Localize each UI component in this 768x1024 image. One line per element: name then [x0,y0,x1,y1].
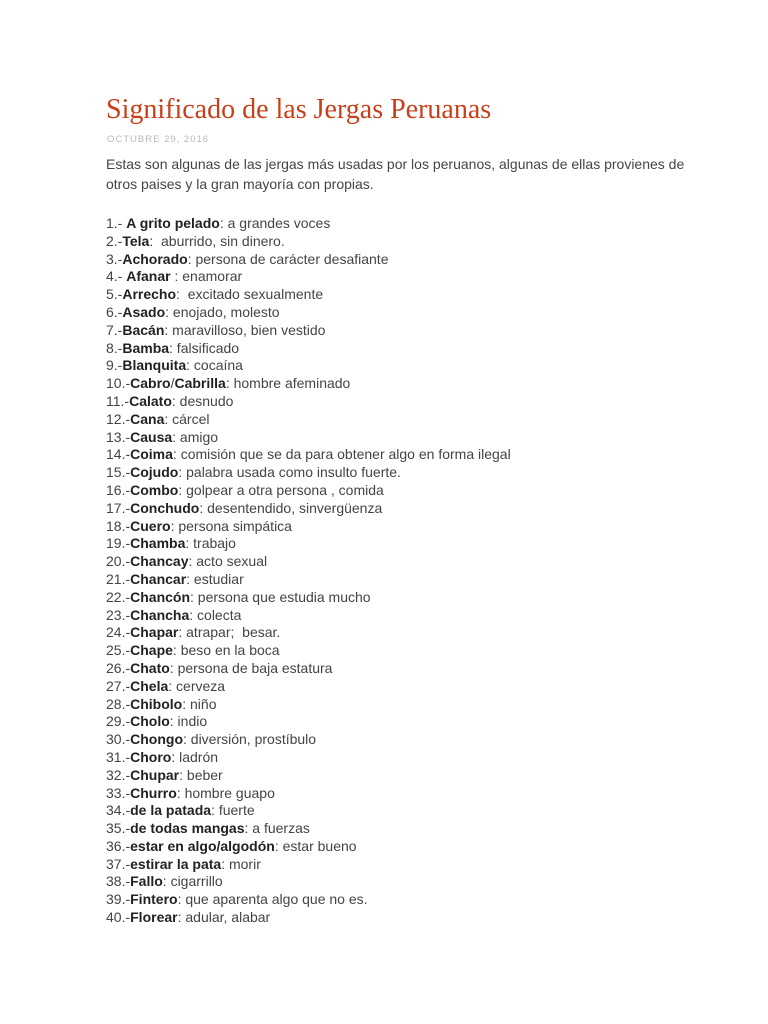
entry-definition: : palabra usada como insulto fuerte. [178,464,401,481]
slang-entry [106,482,511,500]
entry-term: de la patada [130,802,212,819]
entry-definition: : acto sexual [188,553,268,570]
entry-term: Cojudo [130,464,179,481]
entry-definition: : cocaína [186,357,243,374]
entry-number: 14.- [106,446,131,463]
slang-entry [106,802,511,820]
entry-number: 34.- [106,802,131,819]
entry-term: Chancay [130,553,189,570]
entry-term: de todas mangas [130,820,245,837]
slang-entry [106,375,511,393]
entry-number: 28.- [106,695,131,712]
entry-definition: : persona simpática [170,517,292,534]
entry-term: Chamba [130,535,186,552]
entry-term: Chancón [130,588,191,605]
entry-definition: : adular, alabar [177,909,271,926]
entry-number: 39.- [106,891,131,908]
entry-number: 19.- [106,535,131,552]
entry-definition: : enamorar [170,268,243,285]
entry-number: 40.- [106,909,131,926]
slang-list [106,215,511,927]
slang-entry [106,500,511,518]
entry-definition: : que aparenta algo que no es. [177,891,368,908]
entry-number: 8.- [106,339,123,356]
entry-term: Churro [130,784,177,801]
entry-definition: : fuerte [211,802,255,819]
entry-number: 21.- [106,570,131,587]
entry-term: Causa [130,428,173,445]
slang-entry [106,357,511,375]
slang-entry [106,322,511,340]
entry-number: 35.- [106,820,131,837]
slang-entry [106,909,511,927]
entry-number: 4.- [106,268,127,285]
slang-entry [106,553,511,571]
entry-number: 2.- [106,232,123,249]
entry-number: 25.- [106,642,131,659]
slang-entry [106,660,511,678]
slang-entry [106,856,511,874]
entry-definition: : persona que estudia mucho [190,588,371,605]
slang-entry [106,446,511,464]
entry-term: Chibolo [130,695,183,712]
entry-definition: : desentendido, sinvergüenza [199,499,383,516]
slang-entry [106,411,511,429]
slang-entry [106,251,511,269]
entry-term: Chupar [130,766,180,783]
entry-definition: : persona de baja estatura [169,659,333,676]
entry-term: Chancar [130,570,187,587]
slang-entry [106,535,511,553]
slang-entry [106,624,511,642]
entry-number: 22.- [106,588,131,605]
entry-number: 5.- [106,286,123,303]
slang-entry [106,215,511,233]
entry-term: Blanquita [122,357,187,374]
entry-term: Chape [130,642,173,659]
entry-term: Chongo [130,731,183,748]
slang-entry [106,340,511,358]
entry-number: 10.- [106,375,131,392]
entry-term: Chato [130,659,170,676]
slang-entry [106,393,511,411]
entry-number: 30.- [106,731,131,748]
entry-term: Asado [122,303,166,320]
slang-entry [106,749,511,767]
entry-definition: : morir [221,855,261,872]
entry-definition: : trabajo [185,535,236,552]
entry-term: Cuero [130,517,171,534]
entry-definition: : ladrón [171,748,219,765]
entry-number: 24.- [106,624,131,641]
entry-term: Fallo [130,873,163,890]
entry-definition: : amigo [172,428,219,445]
entry-definition: : excitado sexualmente [176,286,324,303]
entry-definition: : atrapar; besar. [178,624,281,641]
entry-number: 16.- [106,481,131,498]
entry-definition: : aburrido, sin dinero. [149,232,285,249]
slang-entry [106,767,511,785]
entry-definition: : a fuerzas [244,820,310,837]
entry-term: Florear [130,909,178,926]
slang-entry [106,696,511,714]
entry-definition: : beso en la boca [172,642,280,659]
intro-paragraph: Estas son algunas de las jergas más usadas por los peruanos, algunas de ellas provienes de otros paises y la gran mayoría con propias. [106,156,685,192]
entry-number: 7.- [106,321,123,338]
entry-term: Chancha [130,606,190,623]
entry-definition: : estudiar [186,570,244,587]
slang-entry [106,571,511,589]
entry-term: Afanar [126,268,171,285]
entry-term: Achorado [122,250,188,267]
entry-term: Coima [130,446,173,463]
slang-entry [106,518,511,536]
entry-definition: : cerveza [168,677,226,694]
entry-definition: : indio [169,713,208,730]
slang-entry [106,785,511,803]
entry-term: Combo [130,481,179,498]
entry-definition: : desnudo [171,392,234,409]
entry-term: Cholo [130,713,170,730]
entry-term: Cana [130,410,165,427]
entry-definition: : golpear a otra persona , comida [178,481,384,498]
entry-definition: : hombre afeminado [225,375,351,392]
entry-number: 13.- [106,428,131,445]
entry-term: Calato [129,392,172,409]
entry-number: 12.- [106,410,131,427]
post-date: OCTUBRE 29, 2016 [107,134,210,145]
slang-entry [106,731,511,749]
entry-term: Arrecho [122,286,177,303]
entry-number: 37.- [106,855,131,872]
entry-definition: : cigarrillo [162,873,223,890]
slang-entry [106,589,511,607]
entry-definition: : hombre guapo [176,784,275,801]
entry-number: 38.- [106,873,131,890]
entry-definition: : a grandes voces [219,215,331,231]
entry-number: 15.- [106,464,131,481]
entry-definition: : comisión que se da para obtener algo en forma ilegal [172,446,511,463]
entry-term: Choro [130,748,172,765]
entry-definition: : enojado, molesto [165,303,280,320]
entry-number: 31.- [106,748,131,765]
entry-definition: / [170,375,175,392]
slang-entry [106,464,511,482]
entry-definition: : niño [182,695,217,712]
entry-definition: : persona de carácter desafiante [187,250,389,267]
slang-entry [106,233,511,251]
entry-term: Bacán [122,321,165,338]
entry-term: Chapar [130,624,179,641]
slang-entry [106,642,511,660]
slang-entry [106,820,511,838]
entry-number: 17.- [106,499,131,516]
entry-number: 9.- [106,357,123,374]
entry-number: 6.- [106,303,123,320]
entry-number: 11.- [106,392,130,409]
entry-number: 26.- [106,659,131,676]
page-title: Significado de las Jergas Peruanas [106,94,492,125]
entry-number: 32.- [106,766,131,783]
entry-number: 33.- [106,784,131,801]
slang-entry [106,678,511,696]
entry-term: Cabrilla [174,375,226,392]
slang-entry [106,607,511,625]
entry-term: Chela [130,677,169,694]
entry-number: 29.- [106,713,131,730]
slang-entry [106,713,511,731]
slang-entry [106,891,511,909]
entry-term: estirar la pata [130,855,222,872]
entry-number: 23.- [106,606,131,623]
slang-entry [106,286,511,304]
slang-entry [106,838,511,856]
entry-number: 20.- [106,553,131,570]
entry-number: 36.- [106,837,131,854]
entry-number: 1.- [106,215,127,231]
slang-entry [106,304,511,322]
entry-term: Tela [122,232,150,249]
entry-definition: : estar bueno [274,837,357,854]
entry-term: Cabro [130,375,171,392]
slang-entry [106,268,511,286]
entry-definition: : beber [179,766,223,783]
entry-number: 27.- [106,677,131,694]
entry-definition: : maravilloso, bien vestido [164,321,326,338]
entry-term: A grito pelado [126,215,220,231]
entry-definition: : cárcel [164,410,210,427]
entry-definition: : falsificado [169,339,240,356]
entry-definition: : colecta [189,606,242,623]
entry-definition: : diversión, prostíbulo [183,731,317,748]
entry-term: estar en algo/algodón [130,837,275,854]
entry-term: Fintero [130,891,178,908]
slang-entry [106,873,511,891]
entry-term: Conchudo [130,499,200,516]
entry-term: Bamba [122,339,170,356]
entry-number: 18.- [106,517,131,534]
entry-number: 3.- [106,250,123,267]
slang-entry [106,429,511,447]
